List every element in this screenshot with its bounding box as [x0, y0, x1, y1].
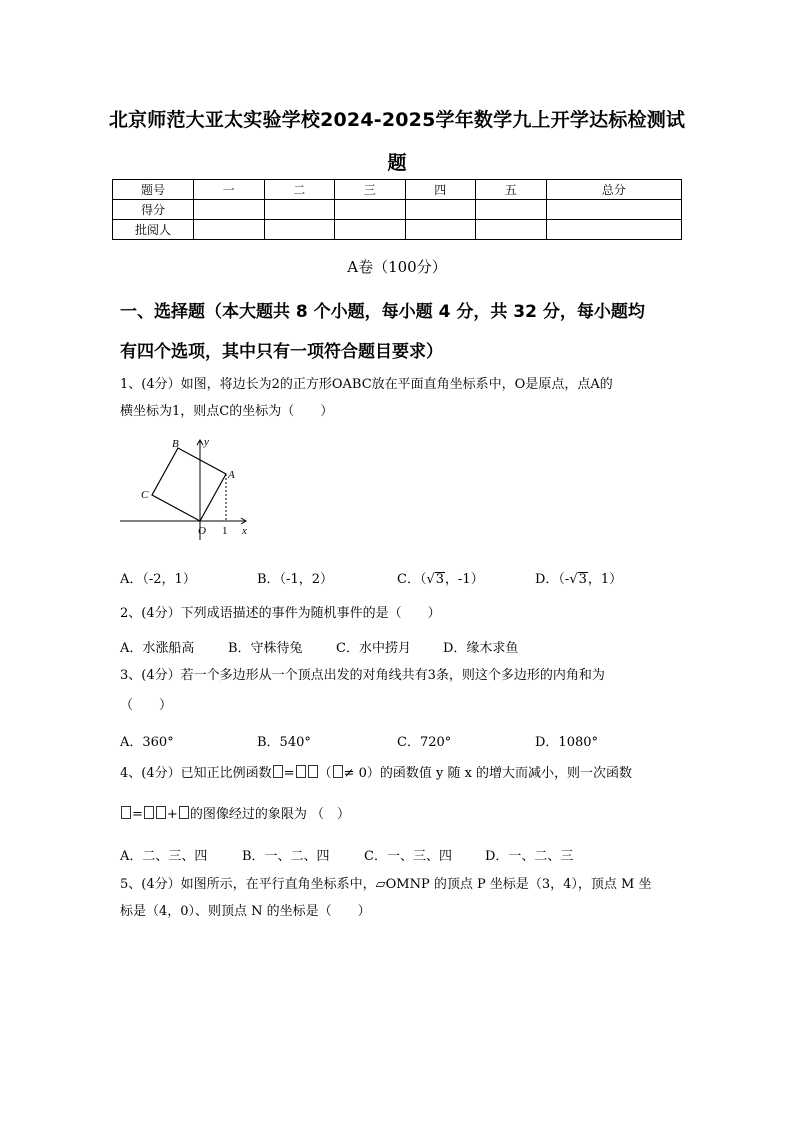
question-text: （ ） — [120, 698, 173, 713]
question-3 — [120, 662, 680, 719]
square-oabc — [152, 448, 226, 521]
question-2-options — [120, 637, 680, 657]
option-d-radicand: 3 — [578, 572, 587, 587]
exam-title: 北京师范大亚太实验学校2024-2025学年数学九上开学达标检测试 — [108, 109, 686, 131]
question-text: 5、(4分）如图所示，在平行直角坐标系中，▱OMNP 的顶点 P 坐标是（3，4），顶点 M 坐 — [120, 877, 652, 892]
roll-title: A卷（100分） — [347, 258, 447, 276]
condition-open: （ — [318, 766, 332, 781]
option-b[interactable]: B．守株待兔 — [228, 641, 303, 656]
question-text: 2、(4分）下列成语描述的事件为随机事件的是（ ） — [120, 606, 441, 621]
option-a[interactable]: A．（-2，1） — [120, 572, 196, 587]
option-a[interactable]: A．360° — [120, 735, 174, 750]
placeholder-glyph — [179, 806, 189, 819]
grader-cell — [264, 220, 335, 240]
coordinate-figure-q1 — [118, 432, 258, 544]
placeholder-glyph — [273, 765, 283, 778]
question-2 — [120, 600, 680, 627]
option-a[interactable]: A．二、三、四 — [120, 849, 208, 864]
score-cell — [546, 200, 682, 220]
score-header-cell: 三 — [335, 180, 406, 200]
question-text: 横坐标为1，则点C的坐标为（ ） — [120, 404, 334, 419]
placeholder-glyph — [144, 806, 154, 819]
exam-title-continued: 题 — [387, 152, 407, 174]
option-d[interactable]: D．1080° — [535, 735, 599, 750]
question-1-options — [120, 568, 680, 588]
grader-row-label: 批阅人 — [113, 220, 194, 240]
placeholder-glyph — [333, 765, 343, 778]
grader-cell — [194, 220, 265, 240]
score-header-cell: 题号 — [113, 180, 194, 200]
score-cell — [476, 200, 547, 220]
equals-sign: = — [132, 807, 143, 822]
placeholder-glyph — [296, 765, 306, 778]
label-c: C — [141, 489, 149, 501]
option-c[interactable]: C．（√3，-1） — [397, 572, 484, 587]
score-header-cell: 五 — [476, 180, 547, 200]
option-c-radicand: 3 — [435, 572, 445, 587]
score-table — [112, 179, 682, 240]
score-cell — [335, 200, 406, 220]
option-c-suffix: ，-1） — [445, 572, 484, 587]
grader-cell — [335, 220, 406, 240]
label-one: 1 — [222, 525, 228, 537]
question-line — [120, 801, 680, 828]
option-a[interactable]: A．水涨船高 — [120, 641, 195, 656]
label-x: x — [242, 525, 247, 537]
option-d[interactable]: D．一、二、三 — [485, 849, 574, 864]
plus-sign: + — [166, 807, 178, 822]
grader-cell — [405, 220, 476, 240]
score-header-cell: 二 — [264, 180, 335, 200]
section-heading-line: 一、选择题（本大题共 8 个小题，每小题 4 分，共 32 分，每小题均 — [120, 302, 645, 322]
option-c-prefix: C．（ — [397, 572, 427, 587]
placeholder-glyph — [121, 806, 131, 819]
option-c[interactable]: C．水中捞月 — [336, 641, 411, 656]
equals-sign: = — [283, 766, 295, 781]
question-text: 4、(4分）已知正比例函数 — [120, 766, 272, 781]
option-d[interactable]: D．（-√3，1） — [535, 572, 623, 587]
section-heading-line: 有四个选项，其中只有一项符合题目要求） — [120, 342, 443, 362]
score-cell — [194, 200, 265, 220]
question-4-options — [120, 845, 680, 865]
label-a: A — [228, 469, 235, 481]
label-b: B — [172, 438, 179, 450]
option-d-suffix: ，1） — [587, 572, 623, 587]
score-row — [113, 200, 682, 220]
score-row-label: 得分 — [113, 200, 194, 220]
question-5 — [120, 871, 680, 925]
score-cell — [264, 200, 335, 220]
label-y: y — [204, 436, 209, 448]
question-text: 1、(4分）如图，将边长为2的正方形OABC放在平面直角坐标系中，O是原点，点A的 — [120, 377, 613, 392]
option-b[interactable]: B．540° — [257, 735, 311, 750]
section-heading — [120, 292, 680, 372]
option-d[interactable]: D．缘木求鱼 — [443, 641, 519, 656]
question-text: 的图像经过的象限为 （ ） — [189, 807, 350, 822]
question-1 — [120, 371, 680, 425]
score-header-cell: 总分 — [546, 180, 682, 200]
question-line — [120, 760, 680, 787]
grader-cell — [476, 220, 547, 240]
question-text: 标是（4，0）、则顶点 N 的坐标是（ ） — [120, 904, 371, 919]
option-b[interactable]: B．（-1，2） — [257, 572, 333, 587]
score-cell — [405, 200, 476, 220]
option-c[interactable]: C．一、三、四 — [364, 849, 452, 864]
question-text: 3、(4分）若一个多边形从一个顶点出发的对角线共有3条，则这个多边形的内角和为 — [120, 668, 605, 683]
grader-row — [113, 220, 682, 240]
score-header-cell: 一 — [194, 180, 265, 200]
question-4 — [120, 760, 680, 828]
grader-cell — [546, 220, 682, 240]
option-c[interactable]: C．720° — [397, 735, 452, 750]
score-header-cell: 四 — [405, 180, 476, 200]
label-o: O — [198, 525, 206, 537]
placeholder-glyph — [156, 806, 166, 819]
option-b[interactable]: B．一、二、四 — [242, 849, 330, 864]
question-3-options — [120, 731, 680, 751]
score-table-header-row — [113, 180, 682, 200]
option-d-prefix: D．（- — [535, 572, 570, 587]
placeholder-glyph — [308, 765, 318, 778]
question-text: ≠ 0）的函数值 y 随 x 的增大而减小，则一次函数 — [343, 766, 633, 781]
